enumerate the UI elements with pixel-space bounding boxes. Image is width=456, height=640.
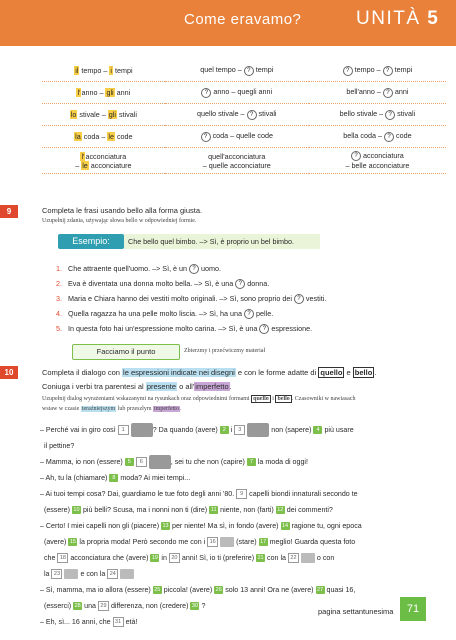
list-item: 1. Che attraente quell'uomo. –> Sì, è un ? uomo. xyxy=(56,264,222,273)
hairstyle-image xyxy=(120,569,134,579)
question-mark-icon: ? xyxy=(351,151,361,161)
exercise-number-10: 10 xyxy=(0,366,18,379)
dialog-line: – Perché vai in giro così 1 ? Da quando (avere) 2 i 3 non (sapere) 4 più usare xyxy=(40,422,440,438)
table-row: lo stivale – gli stivali quello stivale – ? stivali bello stivale – ? stivali xyxy=(42,104,446,126)
dialog-line: – Sì, mamma, ma io allora (essere) 25 piccola! (avere) 26 solo 13 anni! Ora ne (avere) 27 quasi 16, xyxy=(40,586,356,594)
hairstyle-image xyxy=(220,537,234,547)
question-mark-icon: ? xyxy=(244,309,254,319)
dialog-line: – Mamma, io non (essere) 5 6 , sei tu che non (capire) 7 la moda di oggi! xyxy=(40,454,440,470)
dialog-line: – Certo! I miei capelli non gli (piacere) 13 per niente! Ma sì, in fondo (avere) 14 ragione tu, ogni epoca xyxy=(40,522,362,530)
exercise-10-polish-1: Uzupełnij dialog wyrażeniami wskazanymi na rysunkach oraz odpowiednimi formami quello i bello . Czasowniki w nawiasach xyxy=(42,396,356,402)
table-row: il tempo – i tempi quel tempo – ? tempi ? tempo – ? tempi xyxy=(42,60,446,82)
unit-label: UNITÀ 5 xyxy=(356,8,440,29)
table-row: l'acconciatura – le acconciature quell'acconciatura – quelle acconciature ? acconciatura – belle acconciature xyxy=(42,148,446,174)
exercise-9-list xyxy=(56,264,436,339)
question-mark-icon: ? xyxy=(383,66,393,76)
dialog-line: – Ah, tu la (chiamare) 8 moda? Ai miei tempi... xyxy=(40,474,191,482)
question-mark-icon: ? xyxy=(294,294,304,304)
example-label: Esempio: xyxy=(58,234,124,249)
facciamo-il-punto-badge: Facciamo il punto xyxy=(72,344,180,360)
exercise-10-polish-2: wstaw w czasie teraźniejszym lub przeszłym imperfetto. xyxy=(42,406,182,412)
question-mark-icon: ? xyxy=(244,66,254,76)
question-mark-icon: ? xyxy=(247,110,257,120)
hairstyle-image xyxy=(301,553,315,563)
question-mark-icon: ? xyxy=(383,88,393,98)
hairstyle-image xyxy=(149,455,171,469)
exercise-10-instruction-2: Coniuga i verbi tra parentesi al presente o all'imperfetto. xyxy=(42,382,232,391)
question-mark-icon: ? xyxy=(343,66,353,76)
articles-table xyxy=(42,60,446,174)
list-item: 2. Eva è diventata una donna molto bella. –> Sì, è una ? donna. xyxy=(56,279,270,288)
question-mark-icon: ? xyxy=(189,264,199,274)
question-mark-icon: ? xyxy=(201,132,211,142)
exercise-9-polish: Uzupełnij zdania, używając słowa bello w odpowiedniej formie. xyxy=(42,218,197,224)
list-item: 3. Maria e Chiara hanno dei vestiti molto originali. –> Sì, sono proprio dei ? vestiti. xyxy=(56,294,327,303)
table-row: l'anno – gli anni ? anno – quegli anni bell'anno – ? anni xyxy=(42,82,446,104)
exercise-9-instruction: Completa le frasi usando bello alla forma giusta. xyxy=(42,206,203,215)
exercise-number-9: 9 xyxy=(0,205,18,218)
hairstyle-image xyxy=(131,423,153,437)
exercise-10-instruction-1: Completa il dialogo con le espressioni indicate nei disegni e con le forme adatte di quello e bello . xyxy=(42,368,377,377)
dialog-line: – Ai tuoi tempi cosa? Dai, guardiamo le tue foto degli anni '80. 9 capelli biondi innaturali secondo te xyxy=(40,490,358,498)
dialog-line: che 18 acconciatura che (avere) 19 in 20 anni! Sì, io ti (preferire) 21 con la 22 o con xyxy=(43,554,335,562)
question-mark-icon: ? xyxy=(259,324,269,334)
question-mark-icon: ? xyxy=(385,110,395,120)
page-number: 71 xyxy=(400,597,426,621)
exercise-10-dialog xyxy=(40,422,440,630)
dialog-line: la 23 e con la 24 xyxy=(40,566,440,582)
question-mark-icon: ? xyxy=(384,132,394,142)
example-text: Che bello quel bimbo. –> Sì, è proprio un bel bimbo. xyxy=(124,234,320,249)
list-item: 4. Quella ragazza ha una pelle molto liscia. –> Sì, ha una ? pelle. xyxy=(56,309,274,318)
dialog-line: (avere) 15 la propria moda! Però secondo me con i 16 (stare) 17 meglio! Guarda questa foto xyxy=(43,538,356,546)
facciamo-polish: Zbierzmy i przećwiczmy materiał xyxy=(184,348,266,354)
list-item: 5. In questa foto hai un'espressione molto carina. –> Sì, è una ? espressione. xyxy=(56,324,313,333)
page-title: Come eravamo? xyxy=(184,11,302,28)
page-header xyxy=(0,0,456,46)
dialog-line: – Eh, sì... 16 anni, che 31 età! xyxy=(40,618,138,626)
hairstyle-image xyxy=(247,423,269,437)
dialog-line: il pettine? xyxy=(43,442,75,450)
question-mark-icon: ? xyxy=(235,279,245,289)
hairstyle-image xyxy=(64,569,78,579)
dialog-line: (esserci) 28 una 29 differenza, non (credere) 30 ? xyxy=(43,602,206,610)
page-footer-text: pagina settantunesima xyxy=(318,607,394,616)
dialog-line: (essere) 10 più belli? Scusa, ma i nonni non ti (dire) 11 niente, non (farti) 12 dei commenti? xyxy=(43,506,333,514)
table-row: la coda – le code ? coda – quelle code bella coda – ? code xyxy=(42,126,446,148)
question-mark-icon: ? xyxy=(201,88,211,98)
